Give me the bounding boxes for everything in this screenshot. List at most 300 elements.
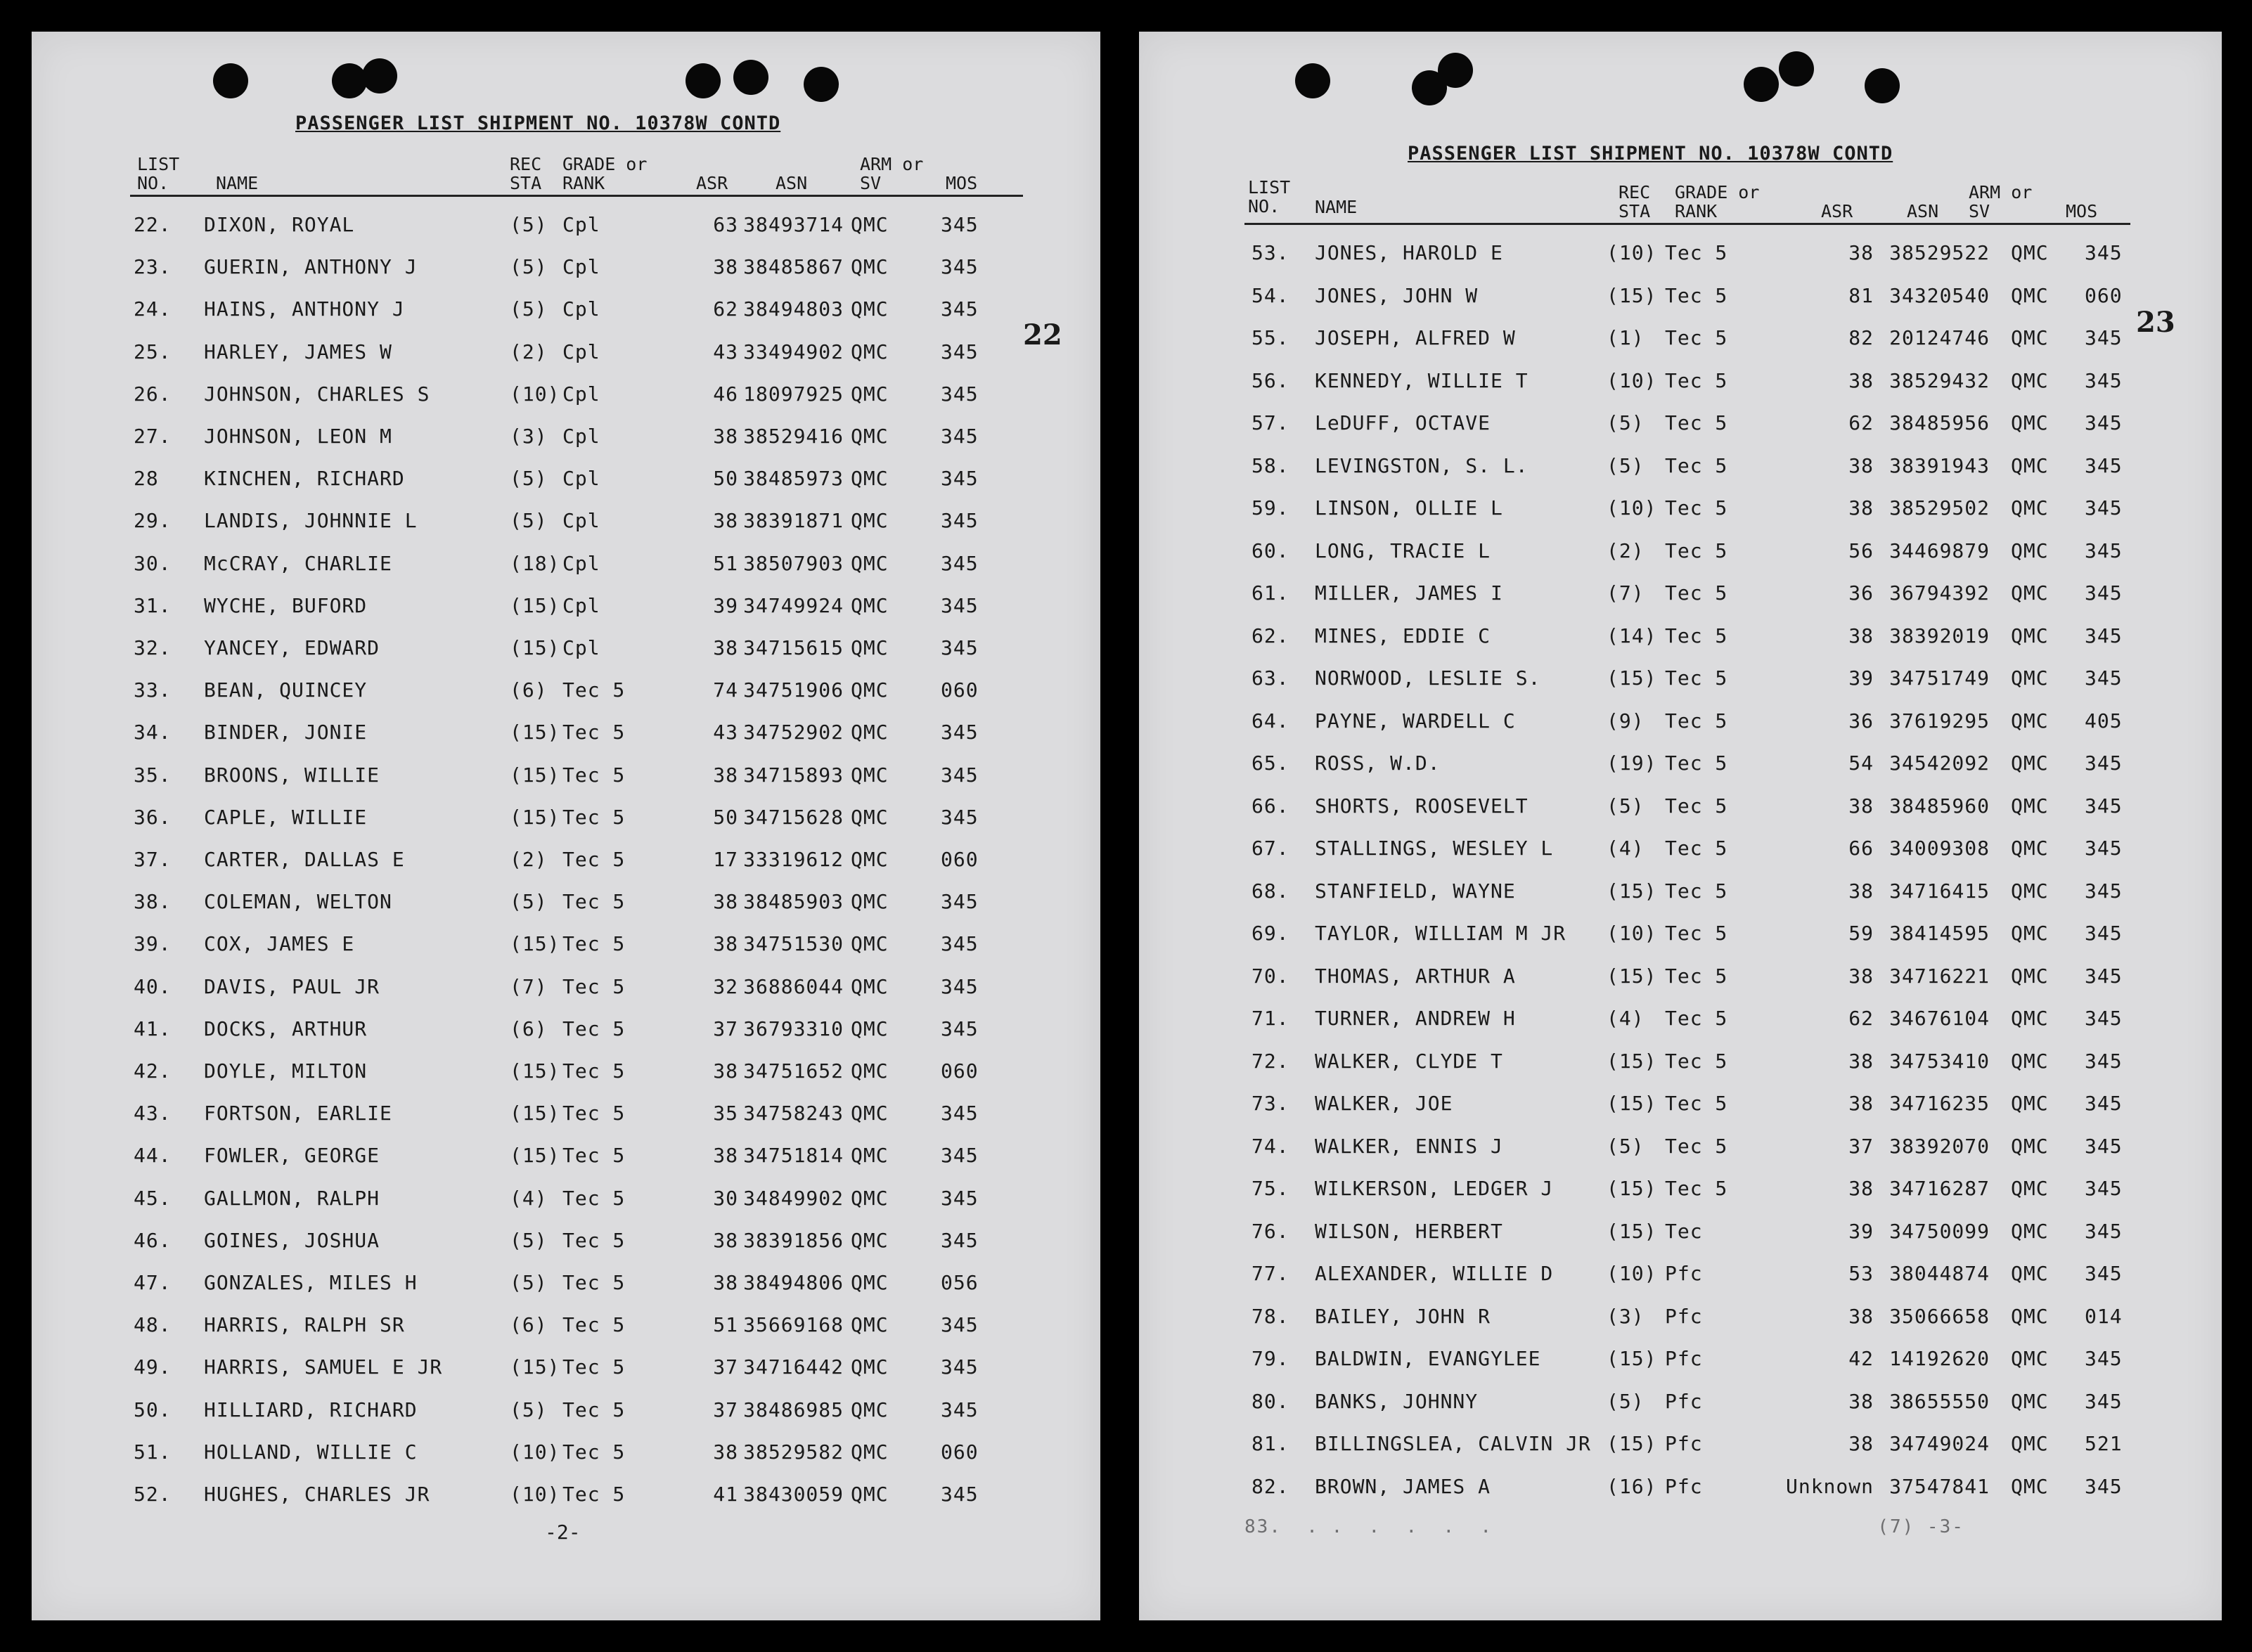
rec-sta-cell: (9) <box>1607 709 1645 733</box>
rank-cell: Tec 5 <box>562 1398 626 1421</box>
mos-cell: 345 <box>2085 326 2123 349</box>
rank-cell: Cpl <box>562 467 600 491</box>
table-row <box>32 678 1100 706</box>
rec-sta-cell: (5) <box>510 467 548 491</box>
name-cell: SHORTS, ROOSEVELT <box>1315 794 1529 818</box>
rank-cell: Cpl <box>562 636 600 659</box>
mos-cell: 345 <box>2085 964 2123 988</box>
arm-sv-cell: QMC <box>2011 666 2049 690</box>
asr-cell: 38 <box>713 763 738 787</box>
name-cell: HUGHES, CHARLES JR <box>204 1483 430 1506</box>
rec-sta-cell: (4) <box>510 1186 548 1210</box>
arm-sv-cell: QMC <box>2011 1474 2049 1498</box>
rec-sta-cell: (15) <box>1607 1177 1657 1200</box>
arm-sv-cell: QMC <box>851 1440 889 1464</box>
asn-cell: 36793310 <box>743 1017 844 1040</box>
asr-cell: 38 <box>713 425 738 448</box>
list-number-cell: 65. <box>1252 751 1289 775</box>
table-row <box>32 806 1100 834</box>
header-arm-sv: ARM or SV <box>860 154 924 193</box>
asn-cell: 34753410 <box>1889 1049 1990 1073</box>
asr-cell: 38 <box>1848 624 1874 647</box>
rec-sta-cell: (15) <box>510 805 560 829</box>
rank-cell: Tec 5 <box>562 1313 626 1337</box>
asr-cell: 38 <box>1848 794 1874 818</box>
rank-cell: Cpl <box>562 255 600 279</box>
rank-cell: Tec 5 <box>1665 411 1728 434</box>
table-row <box>1139 624 2222 652</box>
name-cell: BANKS, JOHNNY <box>1315 1389 1479 1413</box>
name-cell: JONES, JOHN W <box>1315 283 1479 307</box>
rec-sta-cell: (15) <box>1607 1219 1657 1243</box>
asr-cell: 38 <box>1848 1177 1874 1200</box>
mos-cell: 060 <box>941 848 979 871</box>
rank-cell: Tec 5 <box>562 1059 626 1083</box>
header-asn: ASN <box>1907 201 1939 221</box>
list-number-cell: 61. <box>1252 581 1289 605</box>
rec-sta-cell: (15) <box>510 1102 560 1125</box>
list-number-cell: 81. <box>1252 1432 1289 1455</box>
table-row <box>1139 1007 2222 1035</box>
table-row <box>32 594 1100 622</box>
arm-sv-cell: QMC <box>851 1313 889 1337</box>
rec-sta-cell: (5) <box>1607 1134 1645 1158</box>
mos-cell: 345 <box>2085 453 2123 477</box>
rank-cell: Pfc <box>1665 1389 1703 1413</box>
asn-cell: 34009308 <box>1889 837 1990 860</box>
asn-cell: 34749024 <box>1889 1432 1990 1455</box>
mos-cell: 345 <box>941 763 979 787</box>
asn-cell: 18097925 <box>743 382 844 406</box>
rec-sta-cell: (15) <box>1607 1049 1657 1073</box>
asr-cell: 56 <box>1848 538 1874 562</box>
rank-cell: Tec 5 <box>562 974 626 998</box>
table-row <box>32 1355 1100 1383</box>
asr-cell: 38 <box>1848 241 1874 264</box>
asr-cell: 43 <box>713 721 738 744</box>
rank-cell: Tec 5 <box>1665 581 1728 605</box>
asn-cell: 38391943 <box>1889 453 1990 477</box>
arm-sv-cell: QMC <box>851 255 889 279</box>
mos-cell: 345 <box>2085 581 2123 605</box>
mos-cell: 345 <box>941 932 979 956</box>
header-list-no: LIST NO. <box>1248 177 1291 217</box>
rec-sta-cell: (5) <box>510 255 548 279</box>
name-cell: TURNER, ANDREW H <box>1315 1007 1516 1030</box>
name-cell: HOLLAND, WILLIE C <box>204 1440 418 1464</box>
name-cell: GONZALES, MILES H <box>204 1271 418 1294</box>
asr-cell: 38 <box>713 1059 738 1083</box>
arm-sv-cell: QMC <box>851 763 889 787</box>
arm-sv-cell: QMC <box>2011 879 2049 903</box>
table-row <box>1139 1092 2222 1120</box>
table-row <box>32 1229 1100 1257</box>
rank-cell: Tec 5 <box>562 1483 626 1506</box>
table-row <box>1139 1220 2222 1248</box>
asn-cell: 38485973 <box>743 467 844 491</box>
arm-sv-cell: QMC <box>2011 283 2049 307</box>
asr-cell: 35 <box>713 1102 738 1125</box>
rank-cell: Tec 5 <box>1665 326 1728 349</box>
mos-cell: 056 <box>941 1271 979 1294</box>
arm-sv-cell: QMC <box>2011 1092 2049 1115</box>
name-cell: JOSEPH, ALFRED W <box>1315 326 1516 349</box>
name-cell: WALKER, ENNIS J <box>1315 1134 1503 1158</box>
rec-sta-cell: (15) <box>1607 1432 1657 1455</box>
mos-cell: 345 <box>941 1017 979 1040</box>
asr-cell: 38 <box>1848 879 1874 903</box>
list-number-cell: 26. <box>134 382 172 406</box>
rec-sta-cell: (19) <box>1607 751 1657 775</box>
list-number-cell: 51. <box>134 1440 172 1464</box>
arm-sv-cell: QMC <box>2011 1262 2049 1285</box>
rec-sta-cell: (15) <box>1607 1347 1657 1370</box>
arm-sv-cell: QMC <box>2011 496 2049 520</box>
asn-cell: 34751530 <box>743 932 844 956</box>
rank-cell: Cpl <box>562 509 600 533</box>
rec-sta-cell: (5) <box>510 213 548 236</box>
rec-sta-cell: (15) <box>1607 879 1657 903</box>
table-row <box>32 1059 1100 1088</box>
mos-cell: 345 <box>941 593 979 617</box>
header-arm-sv: ARM or SV <box>1969 182 2033 221</box>
arm-sv-cell: QMC <box>2011 964 2049 988</box>
rec-sta-cell: (15) <box>510 636 560 659</box>
rank-cell: Tec 5 <box>1665 751 1728 775</box>
asn-cell: 38529432 <box>1889 368 1990 392</box>
arm-sv-cell: QMC <box>2011 624 2049 647</box>
rec-sta-cell: (4) <box>1607 1007 1645 1030</box>
left-page <box>32 32 1100 1620</box>
asr-cell: 59 <box>1848 922 1874 945</box>
table-row <box>32 1313 1100 1341</box>
rec-sta-cell: (5) <box>510 890 548 914</box>
mos-cell: 345 <box>941 467 979 491</box>
asr-cell: 38 <box>713 1228 738 1252</box>
arm-sv-cell: QMC <box>2011 751 2049 775</box>
list-number-cell: 50. <box>134 1398 172 1421</box>
table-row <box>1139 879 2222 908</box>
asr-cell: 38 <box>1848 368 1874 392</box>
asr-cell: 38 <box>1848 1304 1874 1328</box>
name-cell: HAINS, ANTHONY J <box>204 297 405 321</box>
mos-cell: 014 <box>2085 1304 2123 1328</box>
table-row <box>32 552 1100 580</box>
list-number-cell: 22. <box>134 213 172 236</box>
asn-cell: 34751749 <box>1889 666 1990 690</box>
rank-cell: Tec 5 <box>562 1440 626 1464</box>
rec-sta-cell: (10) <box>1607 241 1657 264</box>
header-name: NAME <box>216 173 259 193</box>
asn-cell: 38529502 <box>1889 496 1990 520</box>
mos-cell: 345 <box>941 1144 979 1168</box>
table-row <box>32 721 1100 749</box>
name-cell: LINSON, OLLIE L <box>1315 496 1503 520</box>
list-number-cell: 73. <box>1252 1092 1289 1115</box>
rec-sta-cell: (5) <box>510 1398 548 1421</box>
header-list-no: LIST NO. <box>137 154 180 193</box>
rec-sta-cell: (3) <box>1607 1304 1645 1328</box>
arm-sv-cell: QMC <box>2011 581 2049 605</box>
table-row <box>32 1187 1100 1215</box>
name-cell: BAILEY, JOHN R <box>1315 1304 1491 1328</box>
table-row <box>1139 454 2222 482</box>
rank-cell: Cpl <box>562 551 600 575</box>
table-row <box>32 890 1100 918</box>
asn-cell: 38044874 <box>1889 1262 1990 1285</box>
asr-cell: 38 <box>713 890 738 914</box>
rank-cell: Cpl <box>562 340 600 363</box>
table-row <box>1139 709 2222 737</box>
rec-sta-cell: (5) <box>1607 794 1645 818</box>
arm-sv-cell: QMC <box>851 213 889 236</box>
rec-sta-cell: (1) <box>1607 326 1645 349</box>
list-number-cell: 77. <box>1252 1262 1289 1285</box>
rank-cell: Cpl <box>562 382 600 406</box>
mos-cell: 345 <box>941 1186 979 1210</box>
table-row <box>1139 1135 2222 1163</box>
name-cell: BALDWIN, EVANGYLEE <box>1315 1347 1541 1370</box>
asr-cell: 38 <box>713 932 738 956</box>
list-number-cell: 27. <box>134 425 172 448</box>
rec-sta-cell: (5) <box>1607 453 1645 477</box>
rank-cell: Tec 5 <box>1665 922 1728 945</box>
list-number-cell: 42. <box>134 1059 172 1083</box>
rec-sta-cell: (10) <box>510 1440 560 1464</box>
list-number-cell: 68. <box>1252 879 1289 903</box>
asn-cell: 38494806 <box>743 1271 844 1294</box>
name-cell: HARLEY, JAMES W <box>204 340 392 363</box>
asr-cell: 38 <box>1848 496 1874 520</box>
asr-cell: 41 <box>713 1483 738 1506</box>
table-row <box>1139 581 2222 609</box>
mos-cell: 060 <box>2085 283 2123 307</box>
name-cell: KENNEDY, WILLIE T <box>1315 368 1529 392</box>
list-number-cell: 82. <box>1252 1474 1289 1498</box>
asn-cell: 38486985 <box>743 1398 844 1421</box>
asn-cell: 37547841 <box>1889 1474 1990 1498</box>
list-number-cell: 43. <box>134 1102 172 1125</box>
name-cell: KINCHEN, RICHARD <box>204 467 405 491</box>
table-row <box>1139 1177 2222 1205</box>
asr-cell: 54 <box>1848 751 1874 775</box>
arm-sv-cell: QMC <box>2011 1007 2049 1030</box>
asr-cell: 38 <box>713 509 738 533</box>
table-row <box>32 636 1100 664</box>
asn-cell: 36886044 <box>743 974 844 998</box>
name-cell: WALKER, CLYDE T <box>1315 1049 1503 1073</box>
table-row <box>1139 922 2222 950</box>
list-number-cell: 35. <box>134 763 172 787</box>
rec-sta-cell: (15) <box>1607 964 1657 988</box>
asr-cell: 38 <box>1848 1092 1874 1115</box>
passenger-rows-left <box>32 32 1100 1620</box>
mos-cell: 521 <box>2085 1432 2123 1455</box>
table-row <box>1139 666 2222 695</box>
mos-cell: 345 <box>941 1228 979 1252</box>
name-cell: BROWN, JAMES A <box>1315 1474 1491 1498</box>
table-row <box>32 1102 1100 1130</box>
name-cell: GUERIN, ANTHONY J <box>204 255 418 279</box>
table-row <box>32 509 1100 537</box>
header-grade-rank: GRADE or RANK <box>562 154 648 193</box>
rec-sta-cell: (5) <box>510 297 548 321</box>
mos-cell: 345 <box>2085 1092 2123 1115</box>
header-asr: ASR <box>1821 201 1853 221</box>
asn-cell: 34752902 <box>743 721 844 744</box>
arm-sv-cell: QMC <box>2011 411 2049 434</box>
list-number-cell: 79. <box>1252 1347 1289 1370</box>
mos-cell: 060 <box>941 1440 979 1464</box>
mos-cell: 345 <box>941 636 979 659</box>
arm-sv-cell: QMC <box>851 1102 889 1125</box>
arm-sv-cell: QMC <box>2011 453 2049 477</box>
table-row <box>1139 1390 2222 1418</box>
list-number-cell: 78. <box>1252 1304 1289 1328</box>
list-number-cell: 34. <box>134 721 172 744</box>
name-cell: WALKER, JOE <box>1315 1092 1453 1115</box>
name-cell: THOMAS, ARTHUR A <box>1315 964 1516 988</box>
list-number-cell: 32. <box>134 636 172 659</box>
mos-cell: 345 <box>941 1483 979 1506</box>
rec-sta-cell: (2) <box>510 848 548 871</box>
list-number-cell: 25. <box>134 340 172 363</box>
name-cell: BILLINGSLEA, CALVIN JR <box>1315 1432 1591 1455</box>
rec-sta-cell: (10) <box>1607 368 1657 392</box>
arm-sv-cell: QMC <box>851 848 889 871</box>
name-cell: NORWOOD, LESLIE S. <box>1315 666 1541 690</box>
rank-cell: Tec 5 <box>562 1271 626 1294</box>
rank-cell: Tec 5 <box>1665 496 1728 520</box>
arm-sv-cell: QMC <box>2011 837 2049 860</box>
rank-cell: Tec 5 <box>1665 283 1728 307</box>
rec-sta-cell: (5) <box>510 1228 548 1252</box>
rec-sta-cell: (15) <box>510 1144 560 1168</box>
list-number-cell: 29. <box>134 509 172 533</box>
rec-sta-cell: (4) <box>1607 837 1645 860</box>
mos-cell: 345 <box>2085 1474 2123 1498</box>
arm-sv-cell: QMC <box>851 1271 889 1294</box>
header-grade-rank: GRADE or RANK <box>1675 182 1760 221</box>
name-cell: HARRIS, RALPH SR <box>204 1313 405 1337</box>
mos-cell: 345 <box>2085 1347 2123 1370</box>
name-cell: DIXON, ROYAL <box>204 213 355 236</box>
mos-cell: 345 <box>2085 368 2123 392</box>
name-cell: CAPLE, WILLIE <box>204 805 368 829</box>
rank-cell: Tec 5 <box>1665 837 1728 860</box>
arm-sv-cell: QMC <box>2011 326 2049 349</box>
name-cell: YANCEY, EDWARD <box>204 636 380 659</box>
asn-cell: 38485956 <box>1889 411 1990 434</box>
asr-cell: 62 <box>1848 411 1874 434</box>
page-title: PASSENGER LIST SHIPMENT NO. 10378W CONTD <box>1408 143 1893 164</box>
mos-cell: 345 <box>941 340 979 363</box>
name-cell: TAYLOR, WILLIAM M JR <box>1315 922 1566 945</box>
name-cell: MILLER, JAMES I <box>1315 581 1503 605</box>
asn-cell: 38655550 <box>1889 1389 1990 1413</box>
asr-cell: 38 <box>713 1271 738 1294</box>
name-cell: GALLMON, RALPH <box>204 1186 380 1210</box>
rank-cell: Pfc <box>1665 1432 1703 1455</box>
table-row <box>32 1144 1100 1172</box>
asr-cell: 38 <box>1848 1049 1874 1073</box>
asr-cell: 51 <box>713 1313 738 1337</box>
rank-cell: Tec 5 <box>1665 1007 1728 1030</box>
rank-cell: Tec 5 <box>1665 1049 1728 1073</box>
rank-cell: Tec 5 <box>562 721 626 744</box>
rank-cell: Tec 5 <box>1665 794 1728 818</box>
rec-sta-cell: (6) <box>510 1017 548 1040</box>
rec-sta-cell: (15) <box>510 763 560 787</box>
name-cell: FOWLER, GEORGE <box>204 1144 380 1168</box>
asr-cell: 38 <box>1848 1389 1874 1413</box>
table-row <box>32 1483 1100 1511</box>
list-number-cell: 55. <box>1252 326 1289 349</box>
rank-cell: Tec 5 <box>562 1355 626 1379</box>
asn-cell: 34751814 <box>743 1144 844 1168</box>
asr-cell: 53 <box>1848 1262 1874 1285</box>
asr-cell: 38 <box>713 636 738 659</box>
asr-cell: 38 <box>713 1440 738 1464</box>
asn-cell: 34758243 <box>743 1102 844 1125</box>
asr-cell: 50 <box>713 467 738 491</box>
list-number-cell: 74. <box>1252 1134 1289 1158</box>
name-cell: WYCHE, BUFORD <box>204 593 368 617</box>
table-row <box>1139 539 2222 567</box>
mos-cell: 345 <box>2085 922 2123 945</box>
rank-cell: Tec 5 <box>562 763 626 787</box>
asn-cell: 33494902 <box>743 340 844 363</box>
name-cell: WILKERSON, LEDGER J <box>1315 1177 1554 1200</box>
mos-cell: 345 <box>2085 837 2123 860</box>
table-row <box>1139 837 2222 865</box>
mos-cell: 345 <box>941 382 979 406</box>
list-number-cell: 47. <box>134 1271 172 1294</box>
list-number-cell: 66. <box>1252 794 1289 818</box>
rank-cell: Cpl <box>562 297 600 321</box>
mos-cell: 405 <box>2085 709 2123 733</box>
passenger-rows-right <box>1139 32 2222 1620</box>
mos-cell: 345 <box>941 1102 979 1125</box>
asn-cell: 34849902 <box>743 1186 844 1210</box>
asn-cell: 38485960 <box>1889 794 1990 818</box>
mos-cell: 345 <box>2085 1177 2123 1200</box>
name-cell: GOINES, JOSHUA <box>204 1228 380 1252</box>
rec-sta-cell: (10) <box>1607 922 1657 945</box>
arm-sv-cell: QMC <box>2011 922 2049 945</box>
list-number-cell: 63. <box>1252 666 1289 690</box>
list-number-cell: 69. <box>1252 922 1289 945</box>
arm-sv-cell: QMC <box>2011 1134 2049 1158</box>
asr-cell: 39 <box>1848 1219 1874 1243</box>
arm-sv-cell: QMC <box>851 297 889 321</box>
table-row <box>1139 369 2222 397</box>
rank-cell: Tec 5 <box>1665 368 1728 392</box>
rank-cell: Tec 5 <box>1665 1092 1728 1115</box>
page-number: -2- <box>545 1521 581 1544</box>
mos-cell: 345 <box>2085 751 2123 775</box>
table-row <box>32 255 1100 283</box>
list-number-cell: 36. <box>134 805 172 829</box>
mos-cell: 345 <box>941 509 979 533</box>
asn-cell: 38391856 <box>743 1228 844 1252</box>
mos-cell: 345 <box>2085 411 2123 434</box>
rank-cell: Tec 5 <box>562 1144 626 1168</box>
table-row <box>1139 794 2222 822</box>
arm-sv-cell: QMC <box>851 1355 889 1379</box>
list-number-cell: 60. <box>1252 538 1289 562</box>
asn-cell: 34751906 <box>743 678 844 702</box>
